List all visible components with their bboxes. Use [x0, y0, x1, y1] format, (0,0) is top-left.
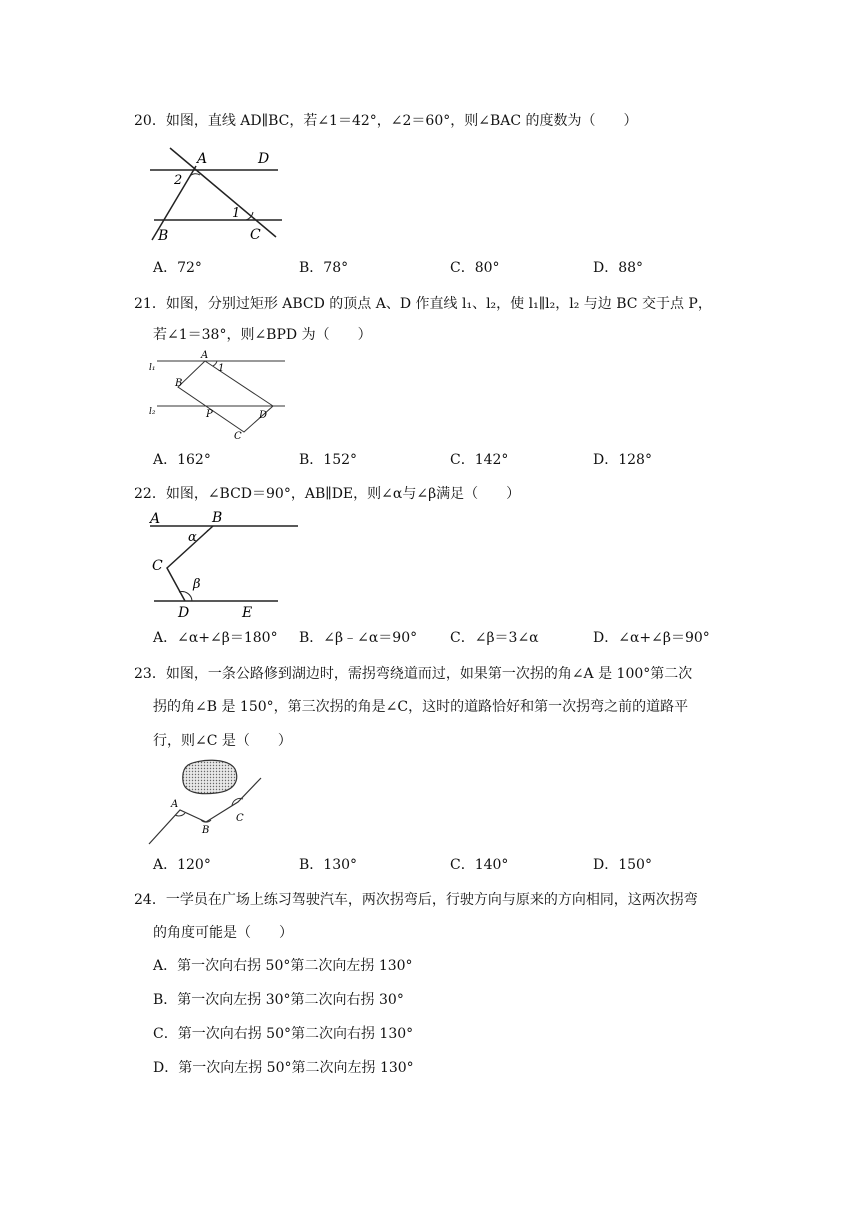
q20-figure: [140, 143, 290, 245]
fig20-label-2: 2: [174, 173, 183, 188]
q22-option-b[interactable]: B．∠β﹣∠α＝90°: [299, 630, 418, 646]
q23-option-d[interactable]: D．150°: [593, 857, 652, 873]
q21-option-b[interactable]: B．152°: [299, 452, 358, 468]
fig20-label-d: D: [258, 151, 270, 167]
q24-option-a[interactable]: A．第一次向右拐 50°第二次向左拐 130°: [153, 958, 413, 974]
fig23-label-c: C: [236, 813, 244, 824]
fig22-label-a: A: [150, 511, 161, 527]
q21-stem-line2: 若∠1＝38°，则∠BPD 为（ ）: [153, 327, 372, 343]
q23-stem-line1: 23．如图，一条公路修到湖边时，需拐弯绕道而过，如果第一次拐的角∠A 是 100°第二次: [134, 666, 693, 682]
fig21-label-l1: l₁: [149, 363, 156, 373]
q23-option-a[interactable]: A．120°: [153, 857, 211, 873]
fig21-label-b: B: [175, 378, 183, 389]
fig23-label-a: A: [171, 799, 179, 810]
fig22-label-b: B: [212, 510, 223, 526]
q22-option-c[interactable]: C．∠β＝3∠α: [450, 630, 539, 646]
q20-option-c[interactable]: C．80°: [450, 260, 500, 276]
q24-option-d[interactable]: D．第一次向左拐 50°第二次向左拐 130°: [153, 1060, 414, 1076]
q21-option-d[interactable]: D．128°: [593, 452, 652, 468]
q23-figure: [140, 755, 270, 850]
q20-option-a[interactable]: A．72°: [153, 260, 202, 276]
q21-option-a[interactable]: A．162°: [153, 452, 211, 468]
q23-option-b[interactable]: B．130°: [299, 857, 358, 873]
q21-figure: [145, 348, 290, 443]
fig23-label-b: B: [202, 825, 210, 836]
q20-stem: 20．如图，直线 AD∥BC，若∠1＝42°，∠2＝60°，则∠BAC 的度数为（ ）: [134, 113, 638, 129]
q20-options: [153, 258, 673, 278]
q22-figure: [140, 507, 300, 622]
fig21-label-c: C: [234, 431, 242, 442]
q23-options: [153, 855, 673, 875]
fig21-label-l2: l₂: [149, 407, 156, 417]
q24-stem-line2: 的角度可能是（ ）: [153, 925, 293, 941]
q22-stem: 22．如图，∠BCD＝90°，AB∥DE，则∠α与∠β满足（ ）: [134, 486, 521, 502]
q24-option-c[interactable]: C．第一次向右拐 50°第二次向右拐 130°: [153, 1026, 414, 1042]
q22-option-d[interactable]: D．∠α+∠β＝90°: [593, 630, 710, 646]
q23-stem-line3: 行，则∠C 是（ ）: [153, 733, 292, 749]
q21-options: [153, 450, 673, 470]
fig21-label-p: P: [206, 409, 213, 420]
q23-stem-line2: 拐的角∠B 是 150°，第三次拐的角是∠C，这时的道路恰好和第一次拐弯之前的道路平: [153, 699, 689, 715]
q22-option-a[interactable]: A．∠α+∠β＝180°: [153, 630, 278, 646]
q20-option-d[interactable]: D．88°: [593, 260, 644, 276]
q21-stem-line1: 21．如图，分别过矩形 ABCD 的顶点 A、D 作直线 l₁、l₂，使 l₁∥l₂，l₂ 与边 BC 交于点 P，: [134, 296, 712, 312]
fig20-label-b: B: [158, 228, 169, 244]
q21-option-c[interactable]: C．142°: [450, 452, 509, 468]
fig22-label-d: D: [178, 605, 190, 621]
fig21-label-1: 1: [218, 363, 225, 374]
fig21-label-d: D: [259, 410, 268, 421]
fig22-label-beta: β: [193, 577, 201, 592]
fig21-label-a: A: [201, 350, 209, 361]
fig22-label-c: C: [152, 558, 163, 574]
q24-option-b[interactable]: B．第一次向左拐 30°第二次向右拐 30°: [153, 992, 404, 1008]
q20-option-b[interactable]: B．78°: [299, 260, 349, 276]
q23-option-c[interactable]: C．140°: [450, 857, 509, 873]
fig22-label-e: E: [242, 605, 253, 621]
fig20-label-1: 1: [232, 206, 241, 221]
fig20-label-c: C: [250, 227, 261, 243]
fig22-label-alpha: α: [188, 530, 197, 545]
fig20-label-a: A: [197, 151, 208, 167]
q22-options: [153, 628, 710, 648]
lake-shape: [183, 760, 237, 793]
q24-stem-line1: 24．一学员在广场上练习驾驶汽车，两次拐弯后，行驶方向与原来的方向相同，这两次拐弯: [134, 892, 698, 908]
